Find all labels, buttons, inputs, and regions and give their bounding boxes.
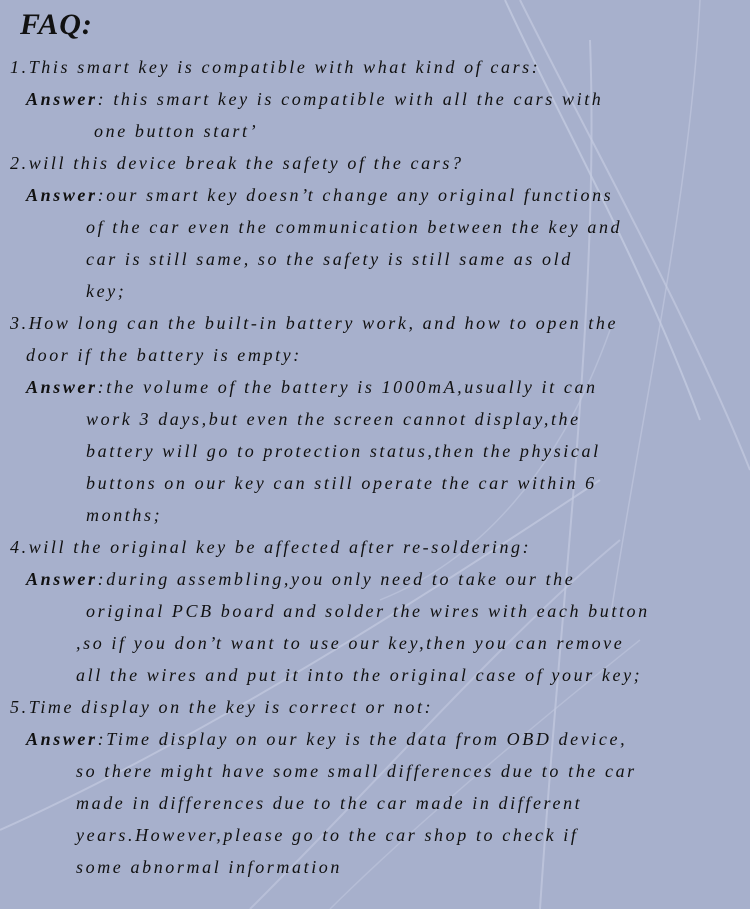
question-5: 5.Time display on the key is correct or not: — [10, 697, 434, 717]
answer-label: Answer — [26, 729, 98, 749]
answer-1-line: one button start’ — [94, 121, 259, 141]
question-1: 1.This smart key is compatible with what kind of cars: — [10, 57, 541, 77]
answer-4-line: ,so if you don’t want to use our key,then you can remove — [76, 633, 625, 653]
answer-5-line: Answer:Time display on our key is the data from OBD device, — [26, 729, 628, 749]
page-title: FAQ: — [20, 8, 93, 41]
answer-5-line: years.However,please go to the car shop to check if — [76, 825, 579, 845]
answer-label: Answer — [26, 185, 98, 205]
answer-3-line: buttons on our key can still operate the car within 6 — [86, 473, 597, 493]
answer-4-line: all the wires and put it into the original case of your key; — [76, 665, 643, 685]
answer-4-line: Answer:during assembling,you only need to take our the — [26, 569, 576, 589]
answer-4-line: original PCB board and solder the wires with each button — [86, 601, 650, 621]
answer-label: Answer — [26, 569, 98, 589]
answer-2-line: of the car even the communication between the key and — [86, 217, 623, 237]
answer-5-line: so there might have some small differences due to the car — [76, 761, 637, 781]
answer-2-line: car is still same, so the safety is still same as old — [86, 249, 573, 269]
answer-label: Answer — [26, 89, 98, 109]
question-3: door if the battery is empty: — [26, 345, 302, 365]
answer-1-line: Answer: this smart key is compatible with all the cars with — [26, 89, 604, 109]
answer-3-line: Answer:the volume of the battery is 1000mA,usually it can — [26, 377, 598, 397]
answer-5-line: some abnormal information — [76, 857, 343, 877]
answer-3-line: battery will go to protection status,then the physical — [86, 441, 601, 461]
answer-label: Answer — [26, 377, 98, 397]
question-4: 4.will the original key be affected after re-soldering: — [10, 537, 532, 557]
answer-5-line: made in differences due to the car made in different — [76, 793, 583, 813]
answer-3-line: work 3 days,but even the screen cannot display,the — [86, 409, 581, 429]
answer-2-line: key; — [86, 281, 127, 301]
question-2: 2.will this device break the safety of the cars? — [10, 153, 464, 173]
answer-2-line: Answer:our smart key doesn’t change any original functions — [26, 185, 614, 205]
question-3: 3.How long can the built-in battery work, and how to open the — [10, 313, 619, 333]
answer-3-line: months; — [86, 505, 163, 525]
